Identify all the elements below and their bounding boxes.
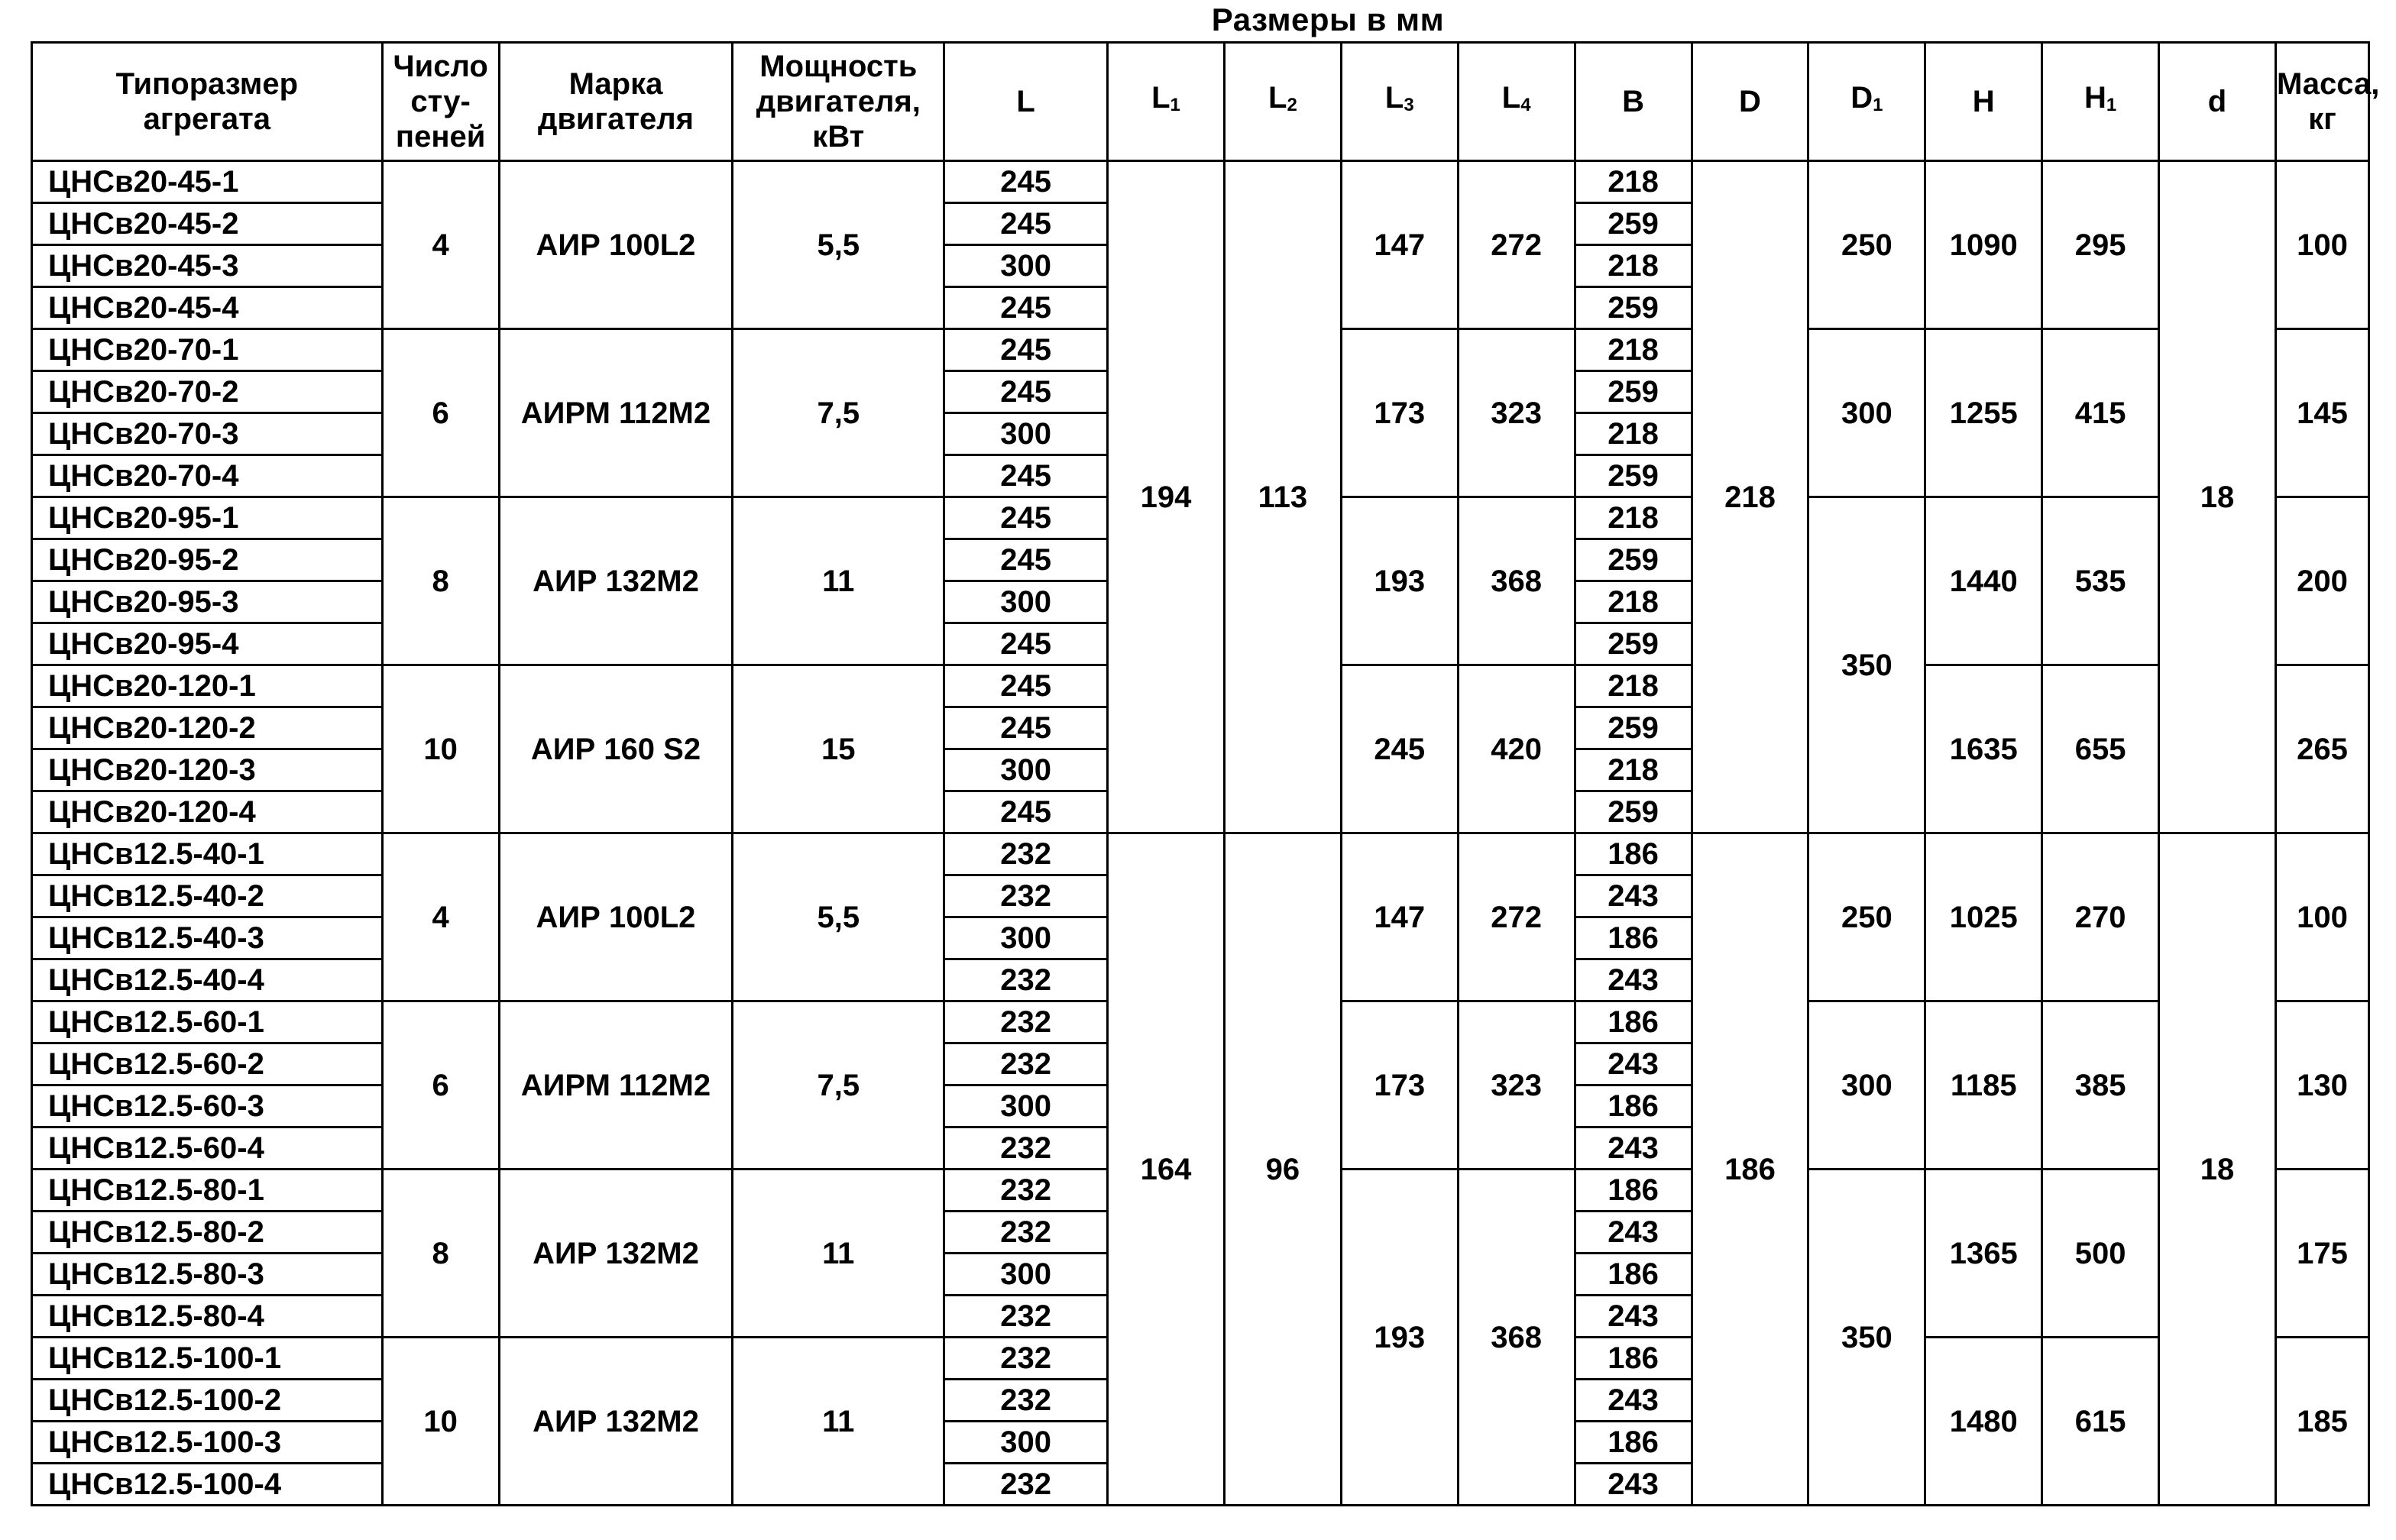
- motor-brand-cell: АИРМ 112М2: [499, 329, 733, 497]
- pump-dimensions-table: [31, 41, 2380, 1506]
- L-cell: 245: [944, 455, 1108, 497]
- B-cell: 218: [1575, 413, 1692, 455]
- mass-cell: 145: [2275, 329, 2368, 497]
- L2-cell: 113: [1224, 161, 1341, 833]
- L-cell: 245: [944, 707, 1108, 749]
- L-cell: 245: [944, 203, 1108, 245]
- B-cell: 259: [1575, 623, 1692, 665]
- B-cell: 259: [1575, 539, 1692, 581]
- B-cell: 259: [1575, 203, 1692, 245]
- B-cell: 259: [1575, 371, 1692, 413]
- motor-brand-cell: АИР 160 S2: [499, 665, 733, 833]
- L1-cell: 164: [1108, 833, 1225, 1506]
- B-cell: 243: [1575, 1380, 1692, 1422]
- H1-cell: 655: [2042, 665, 2159, 833]
- header-H: H: [1925, 43, 2042, 161]
- header-L2: $L_2$: [1224, 43, 1341, 161]
- L-cell: 232: [944, 1464, 1108, 1506]
- motor-power-cell: 7,5: [733, 1001, 944, 1170]
- L-cell: 300: [944, 245, 1108, 287]
- stages-cell: 4: [382, 833, 499, 1001]
- header-mass: Масса, кг: [2275, 43, 2368, 161]
- motor-brand-cell: АИР 100L2: [499, 833, 733, 1001]
- L-cell: 300: [944, 749, 1108, 791]
- pump-type-cell: ЦНСв20-70-1: [32, 329, 383, 371]
- L4-cell: 323: [1458, 329, 1575, 497]
- H-cell: 1185: [1925, 1001, 2042, 1170]
- L-cell: 300: [944, 1422, 1108, 1464]
- H-cell: 1090: [1925, 161, 2042, 329]
- B-cell: 218: [1575, 749, 1692, 791]
- pump-type-cell: ЦНСв20-120-3: [32, 749, 383, 791]
- B-cell: 243: [1575, 1212, 1692, 1254]
- L4-cell: 368: [1458, 497, 1575, 665]
- pump-type-cell: ЦНСв12.5-80-3: [32, 1254, 383, 1296]
- B-cell: 218: [1575, 329, 1692, 371]
- mass-cell: 130: [2275, 1001, 2368, 1170]
- header-B: B: [1575, 43, 1692, 161]
- H-cell: 1480: [1925, 1338, 2042, 1506]
- B-cell: 218: [1575, 665, 1692, 707]
- L-cell: 245: [944, 623, 1108, 665]
- header-H1: $H_1$: [2042, 43, 2159, 161]
- L3-cell: 245: [1341, 665, 1458, 833]
- L-cell: 245: [944, 497, 1108, 539]
- H1-cell: 385: [2042, 1001, 2159, 1170]
- L-cell: 232: [944, 1380, 1108, 1422]
- pump-type-cell: ЦНСв20-95-2: [32, 539, 383, 581]
- stages-cell: 8: [382, 1170, 499, 1338]
- motor-power-cell: 7,5: [733, 329, 944, 497]
- motor-brand-cell: АИР 132М2: [499, 497, 733, 665]
- L4-cell: 323: [1458, 1001, 1575, 1170]
- H-cell: 1025: [1925, 833, 2042, 1001]
- pump-type-cell: ЦНСв20-70-3: [32, 413, 383, 455]
- header-motor: Марка двигателя: [499, 43, 733, 161]
- H-cell: 1440: [1925, 497, 2042, 665]
- header-L: L: [944, 43, 1108, 161]
- pump-type-cell: ЦНСв20-95-4: [32, 623, 383, 665]
- header-L1: $L_1$: [1108, 43, 1225, 161]
- pump-type-cell: ЦНСв20-120-1: [32, 665, 383, 707]
- motor-power-cell: 11: [733, 497, 944, 665]
- L-cell: 232: [944, 1043, 1108, 1085]
- motor-brand-cell: АИР 100L2: [499, 161, 733, 329]
- pump-type-cell: ЦНСв12.5-40-2: [32, 875, 383, 917]
- motor-brand-cell: АИР 132М2: [499, 1170, 733, 1338]
- caption-text: Размеры в мм: [1211, 2, 1445, 37]
- motor-power-cell: 11: [733, 1338, 944, 1506]
- pump-type-cell: ЦНСв12.5-100-2: [32, 1380, 383, 1422]
- pump-type-cell: ЦНСв12.5-40-3: [32, 917, 383, 959]
- B-cell: 243: [1575, 1464, 1692, 1506]
- stages-cell: 6: [382, 329, 499, 497]
- table-body: [32, 161, 2369, 1506]
- H1-cell: 295: [2042, 161, 2159, 329]
- pump-type-cell: ЦНСв20-95-1: [32, 497, 383, 539]
- stages-cell: 6: [382, 1001, 499, 1170]
- B-cell: 186: [1575, 1422, 1692, 1464]
- pump-type-cell: ЦНСв12.5-60-4: [32, 1128, 383, 1170]
- pump-type-cell: ЦНСв12.5-60-1: [32, 1001, 383, 1043]
- D1-cell: 350: [1808, 497, 1925, 833]
- H1-cell: 535: [2042, 497, 2159, 665]
- D1-cell: 250: [1808, 833, 1925, 1001]
- H1-cell: 500: [2042, 1170, 2159, 1338]
- pump-type-cell: ЦНСв20-45-2: [32, 203, 383, 245]
- H-cell: 1365: [1925, 1170, 2042, 1338]
- header-type: Типоразмер агрегата: [32, 43, 383, 161]
- B-cell: 218: [1575, 581, 1692, 623]
- B-cell: 186: [1575, 833, 1692, 875]
- stages-cell: 4: [382, 161, 499, 329]
- L-cell: 232: [944, 1001, 1108, 1043]
- L3-cell: 193: [1341, 1170, 1458, 1506]
- pump-type-cell: ЦНСв12.5-100-4: [32, 1464, 383, 1506]
- table-row: [32, 833, 2369, 875]
- header-D1: $D_1$: [1808, 43, 1925, 161]
- L-cell: 232: [944, 1338, 1108, 1380]
- B-cell: 186: [1575, 1085, 1692, 1128]
- D1-cell: 300: [1808, 329, 1925, 497]
- table-row: [32, 161, 2369, 203]
- mass-cell: 100: [2275, 161, 2368, 329]
- L3-cell: 147: [1341, 833, 1458, 1001]
- stages-cell: 10: [382, 665, 499, 833]
- L3-cell: 173: [1341, 329, 1458, 497]
- pump-type-cell: ЦНСв20-95-3: [32, 581, 383, 623]
- H-cell: 1635: [1925, 665, 2042, 833]
- L-cell: 300: [944, 413, 1108, 455]
- pump-type-cell: ЦНСв12.5-60-3: [32, 1085, 383, 1128]
- B-cell: 243: [1575, 1043, 1692, 1085]
- header-L4: $L_4$: [1458, 43, 1575, 161]
- B-cell: 243: [1575, 1296, 1692, 1338]
- pump-type-cell: ЦНСв20-70-4: [32, 455, 383, 497]
- pump-type-cell: ЦНСв12.5-40-1: [32, 833, 383, 875]
- L-cell: 300: [944, 917, 1108, 959]
- L-cell: 232: [944, 1296, 1108, 1338]
- L-cell: 245: [944, 791, 1108, 833]
- L-cell: 300: [944, 1085, 1108, 1128]
- B-cell: 186: [1575, 1338, 1692, 1380]
- L-cell: 245: [944, 287, 1108, 329]
- B-cell: 186: [1575, 1254, 1692, 1296]
- pump-type-cell: ЦНСв12.5-100-3: [32, 1422, 383, 1464]
- L4-cell: 272: [1458, 833, 1575, 1001]
- L-cell: 245: [944, 371, 1108, 413]
- L4-cell: 272: [1458, 161, 1575, 329]
- B-cell: 186: [1575, 917, 1692, 959]
- L-cell: 232: [944, 875, 1108, 917]
- D-cell: 186: [1692, 833, 1808, 1506]
- motor-power-cell: 15: [733, 665, 944, 833]
- mass-cell: 185: [2275, 1338, 2368, 1506]
- B-cell: 243: [1575, 959, 1692, 1001]
- L-cell: 245: [944, 539, 1108, 581]
- L-cell: 300: [944, 581, 1108, 623]
- D-cell: 218: [1692, 161, 1808, 833]
- B-cell: 218: [1575, 245, 1692, 287]
- pump-type-cell: ЦНСв12.5-80-4: [32, 1296, 383, 1338]
- pump-type-cell: ЦНСв20-70-2: [32, 371, 383, 413]
- B-cell: 186: [1575, 1001, 1692, 1043]
- B-cell: 259: [1575, 791, 1692, 833]
- stages-cell: 8: [382, 497, 499, 665]
- header-d: d: [2159, 43, 2276, 161]
- pump-type-cell: ЦНСв20-45-1: [32, 161, 383, 203]
- L3-cell: 173: [1341, 1001, 1458, 1170]
- table-caption: [0, 2, 2396, 38]
- header-D: D: [1692, 43, 1808, 161]
- pump-type-cell: ЦНСв20-120-2: [32, 707, 383, 749]
- motor-power-cell: 5,5: [733, 161, 944, 329]
- L4-cell: 368: [1458, 1170, 1575, 1506]
- H-cell: 1255: [1925, 329, 2042, 497]
- motor-brand-cell: АИР 132М2: [499, 1338, 733, 1506]
- B-cell: 259: [1575, 287, 1692, 329]
- L-cell: 245: [944, 665, 1108, 707]
- L4-cell: 420: [1458, 665, 1575, 833]
- L-cell: 232: [944, 1128, 1108, 1170]
- B-cell: 259: [1575, 707, 1692, 749]
- d-cell: 18: [2159, 161, 2276, 833]
- header-row: [32, 43, 2369, 161]
- B-cell: 243: [1575, 1128, 1692, 1170]
- B-cell: 243: [1575, 875, 1692, 917]
- mass-cell: 265: [2275, 665, 2368, 833]
- header-stages: Число сту- пеней: [382, 43, 499, 161]
- pump-type-cell: ЦНСв12.5-100-1: [32, 1338, 383, 1380]
- mass-cell: 100: [2275, 833, 2368, 1001]
- pump-type-cell: ЦНСв20-45-4: [32, 287, 383, 329]
- motor-power-cell: 5,5: [733, 833, 944, 1001]
- H1-cell: 270: [2042, 833, 2159, 1001]
- L3-cell: 147: [1341, 161, 1458, 329]
- L2-cell: 96: [1224, 833, 1341, 1506]
- D1-cell: 250: [1808, 161, 1925, 329]
- L3-cell: 193: [1341, 497, 1458, 665]
- L-cell: 232: [944, 833, 1108, 875]
- B-cell: 186: [1575, 1170, 1692, 1212]
- L-cell: 232: [944, 1170, 1108, 1212]
- H1-cell: 615: [2042, 1338, 2159, 1506]
- pump-type-cell: ЦНСв12.5-60-2: [32, 1043, 383, 1085]
- pump-type-cell: ЦНСв12.5-40-4: [32, 959, 383, 1001]
- pump-type-cell: ЦНСв20-120-4: [32, 791, 383, 833]
- header-L3: $L_3$: [1341, 43, 1458, 161]
- B-cell: 218: [1575, 161, 1692, 203]
- B-cell: 259: [1575, 455, 1692, 497]
- motor-brand-cell: АИРМ 112М2: [499, 1001, 733, 1170]
- pump-type-cell: ЦНСв12.5-80-2: [32, 1212, 383, 1254]
- D1-cell: 300: [1808, 1001, 1925, 1170]
- D1-cell: 350: [1808, 1170, 1925, 1506]
- motor-power-cell: 11: [733, 1170, 944, 1338]
- L1-cell: 194: [1108, 161, 1225, 833]
- mass-cell: 200: [2275, 497, 2368, 665]
- mass-cell: 175: [2275, 1170, 2368, 1338]
- pump-type-cell: ЦНСв12.5-80-1: [32, 1170, 383, 1212]
- L-cell: 232: [944, 1212, 1108, 1254]
- L-cell: 245: [944, 329, 1108, 371]
- H1-cell: 415: [2042, 329, 2159, 497]
- header-power: Мощность двигателя, кВт: [733, 43, 944, 161]
- L-cell: 245: [944, 161, 1108, 203]
- d-cell: 18: [2159, 833, 2276, 1506]
- pump-type-cell: ЦНСв20-45-3: [32, 245, 383, 287]
- L-cell: 300: [944, 1254, 1108, 1296]
- B-cell: 218: [1575, 497, 1692, 539]
- stages-cell: 10: [382, 1338, 499, 1506]
- L-cell: 232: [944, 959, 1108, 1001]
